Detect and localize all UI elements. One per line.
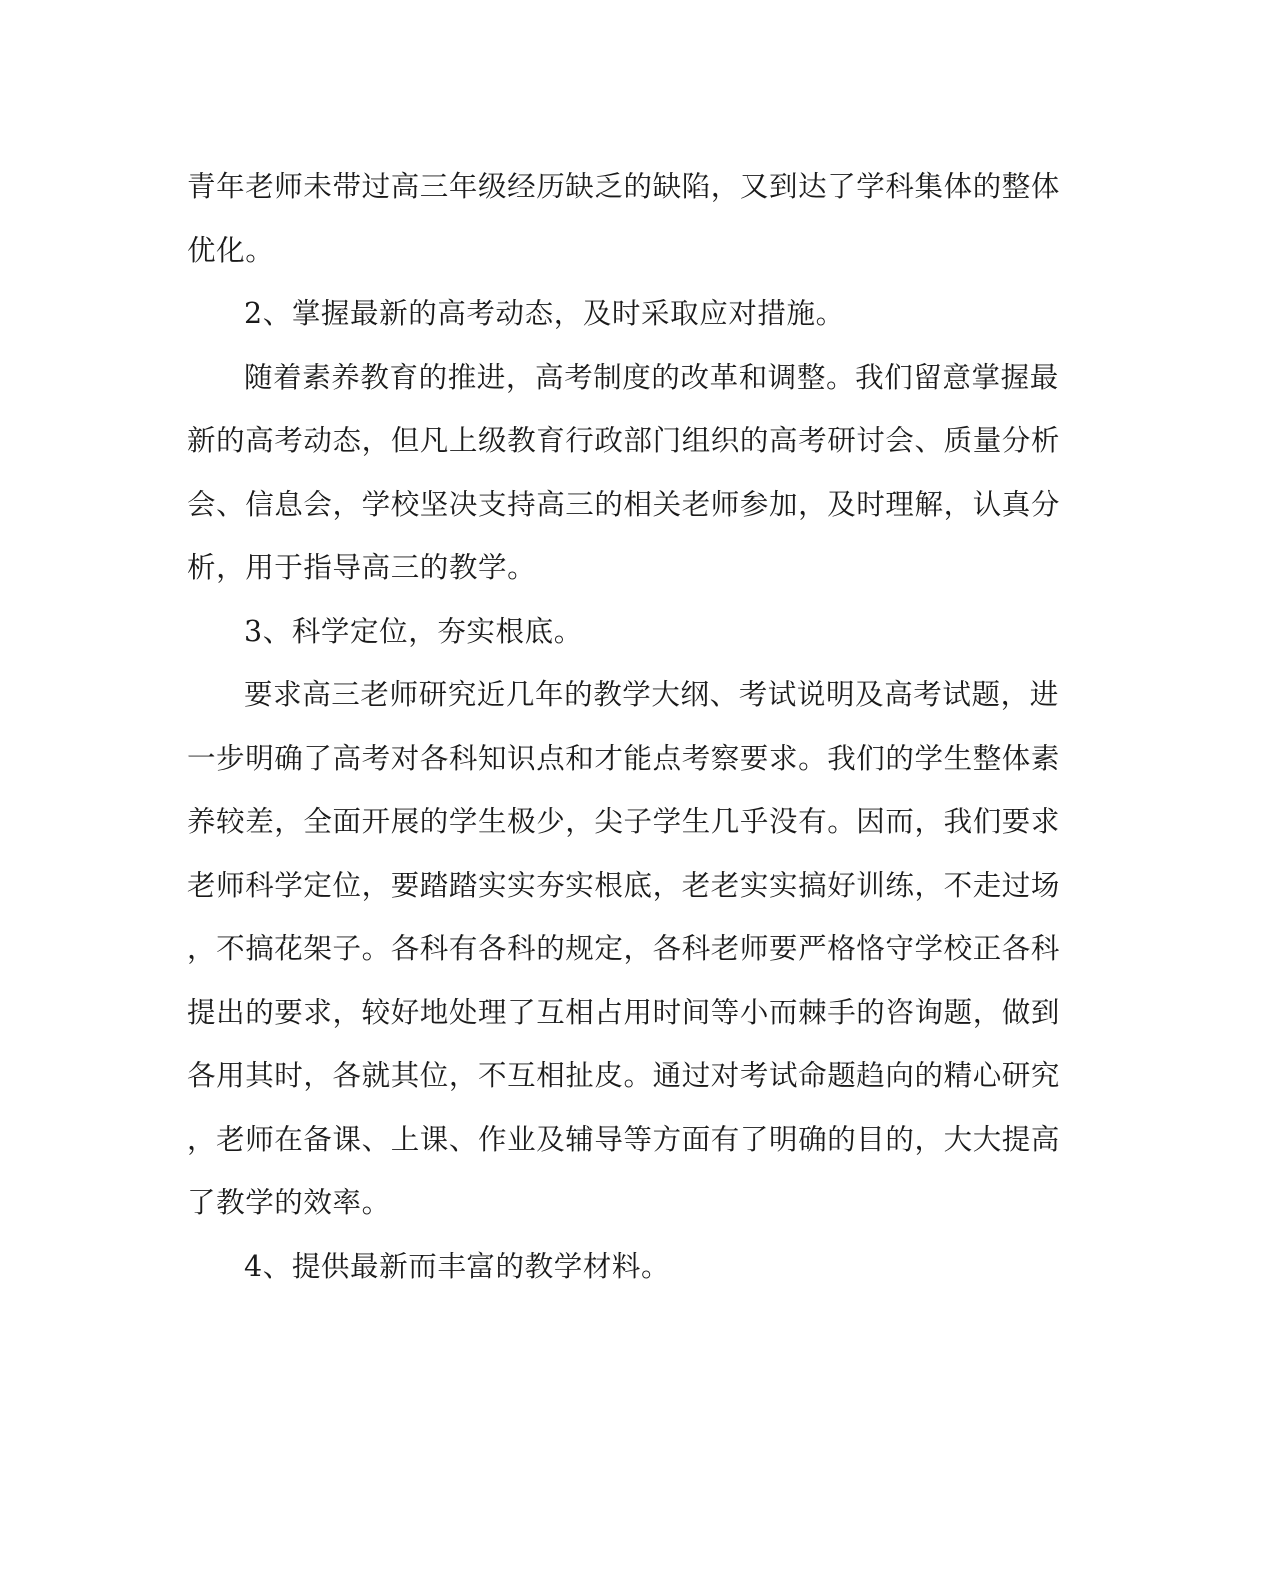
text-line: 了教学的效率。 <box>187 1186 391 1219</box>
text-line: 新的高考动态，但凡上级教育行政部门组织的高考研讨会、质量分析 <box>187 424 1061 457</box>
text-line: 各用其时，各就其位，不互相扯皮。通过对考试命题趋向的精心研究 <box>187 1059 1061 1092</box>
section-heading: 4、提供最新而丰富的教学材料。 <box>244 1249 671 1283</box>
text-line: ，老师在备课、上课、作业及辅导等方面有了明确的目的，大大提高 <box>187 1122 1061 1156</box>
text-line: 要求高三老师研究近几年的教学大纲、考试说明及高考试题，进 <box>244 678 1059 711</box>
text-line: 析，用于指导高三的教学。 <box>187 551 537 584</box>
text-line: 提出的要求，较好地处理了互相占用时间等小而棘手的咨询题，做到 <box>187 995 1061 1029</box>
text-line: 会、信息会，学校坚决支持高三的相关老师参加，及时理解，认真分 <box>187 487 1061 521</box>
text-line: 一步明确了高考对各科知识点和才能点考察要求。我们的学生整体素 <box>187 741 1061 775</box>
text-line: 养较差，全面开展的学生极少，尖子学生几乎没有。因而，我们要求 <box>187 805 1061 838</box>
section-heading: 3、科学定位，夯实根底。 <box>244 614 583 648</box>
text-line: ，不搞花架子。各科有各科的规定，各科老师要严格恪守学校正各科 <box>187 932 1061 965</box>
document-body <box>187 155 1061 1298</box>
text-line: 老师科学定位，要踏踏实实夯实根底，老老实实搞好训练，不走过场 <box>187 868 1061 902</box>
text-line: 随着素养教育的推进，高考制度的改革和调整。我们留意掌握最 <box>244 360 1059 394</box>
text-line: 优化。 <box>187 233 275 267</box>
section-heading: 2、掌握最新的高考动态，及时采取应对措施。 <box>244 297 845 330</box>
text-line: 青年老师未带过高三年级经历缺乏的缺陷，又到达了学科集体的整体 <box>187 170 1061 203</box>
